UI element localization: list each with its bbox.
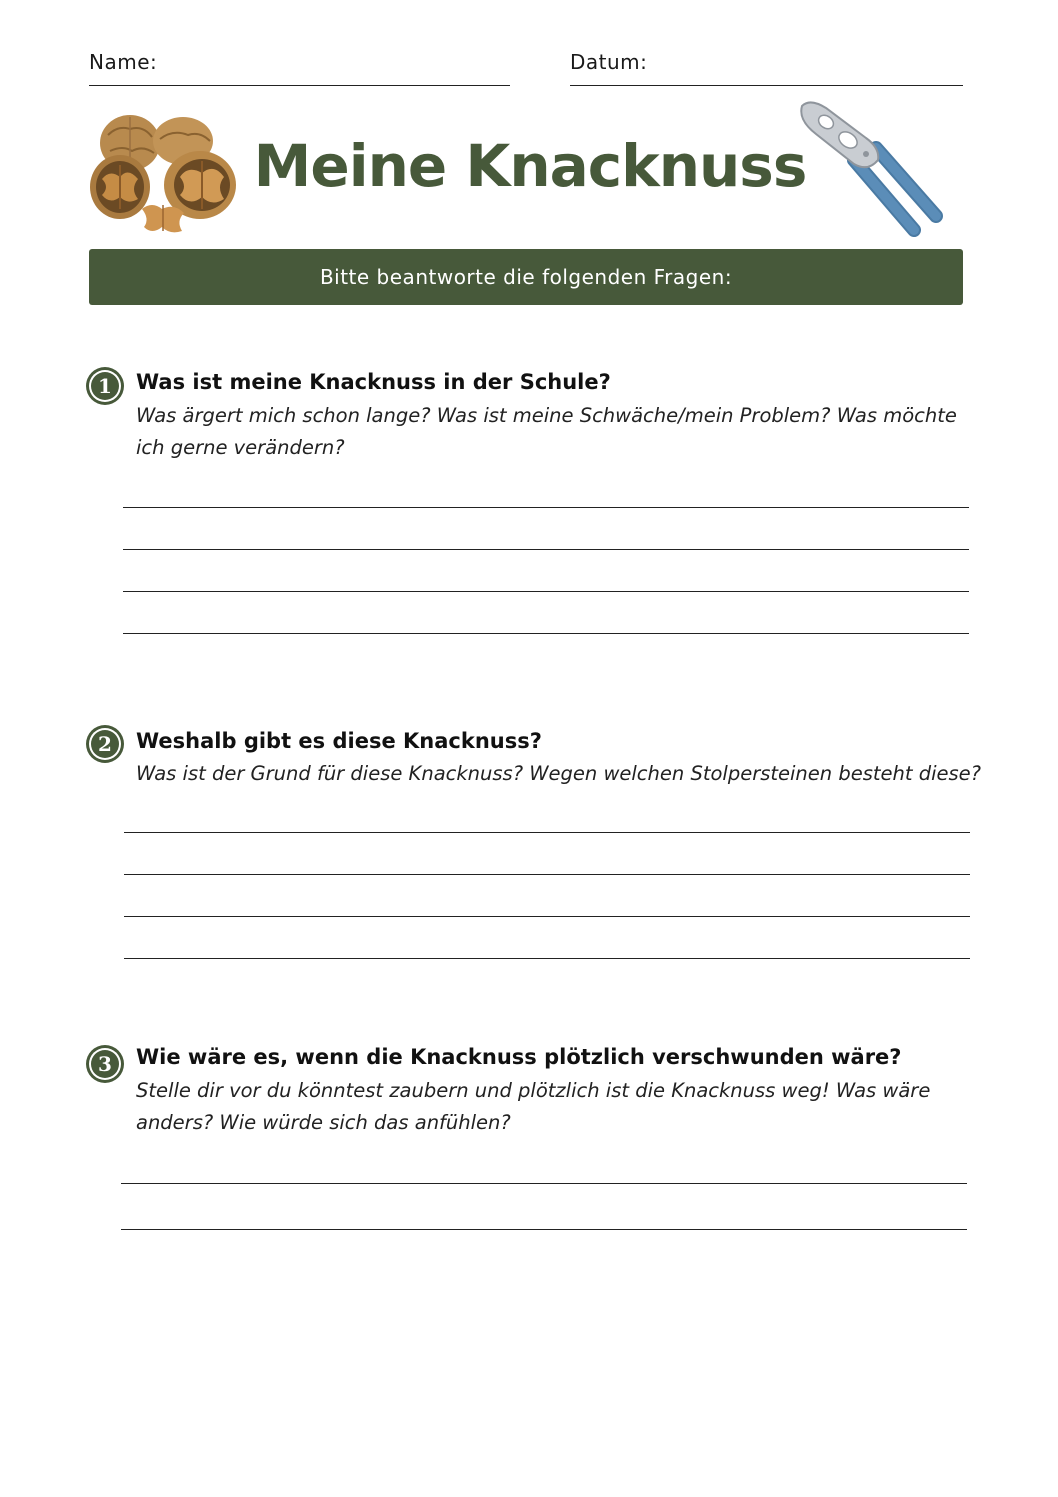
answer-line[interactable] (124, 832, 970, 833)
walnut-illustration (88, 105, 248, 240)
instruction-banner-text: Bitte beantworte die folgenden Fragen: (319, 265, 733, 289)
answer-line[interactable] (121, 1183, 967, 1184)
question-subtitle: Was ärgert mich schon lange? Was ist meine Schwäche/mein Problem? Was möchte ich gerne verändern? (136, 404, 957, 459)
answer-line[interactable] (124, 916, 970, 917)
question-title: Was ist meine Knacknuss in der Schule? (136, 370, 611, 394)
answer-line[interactable] (124, 874, 970, 875)
date-label: Datum: (570, 50, 648, 74)
answer-line[interactable] (123, 507, 969, 508)
answer-line[interactable] (123, 549, 969, 550)
question-number: 3 (98, 1052, 112, 1076)
question-title: Wie wäre es, wenn die Knacknuss plötzlich verschwunden wäre? (136, 1045, 902, 1069)
answer-line[interactable] (123, 591, 969, 592)
name-label: Name: (89, 50, 158, 74)
answer-line[interactable] (124, 958, 970, 959)
question-number-badge (89, 370, 121, 402)
question-subtitle: Was ist der Grund für diese Knacknuss? Wegen welchen Stolpersteinen besteht diese? (136, 762, 982, 785)
page-title: Meine Knacknuss (253, 132, 807, 200)
answer-line[interactable] (121, 1229, 967, 1230)
question-number-badge (89, 728, 121, 760)
question-number: 2 (98, 732, 112, 756)
question-title: Weshalb gibt es diese Knacknuss? (136, 729, 542, 753)
question-subtitle: Stelle dir vor du könntest zaubern und plötzlich ist die Knacknuss weg! Was wäre anders? Wie würde sich das anfühlen? (136, 1079, 931, 1134)
answer-line[interactable] (123, 633, 969, 634)
instruction-banner (89, 249, 963, 305)
date-field-line[interactable] (570, 85, 963, 86)
question-number: 1 (98, 374, 112, 398)
nutcracker-illustration (796, 98, 946, 246)
name-field-line[interactable] (89, 85, 510, 86)
question-number-badge (89, 1048, 121, 1080)
